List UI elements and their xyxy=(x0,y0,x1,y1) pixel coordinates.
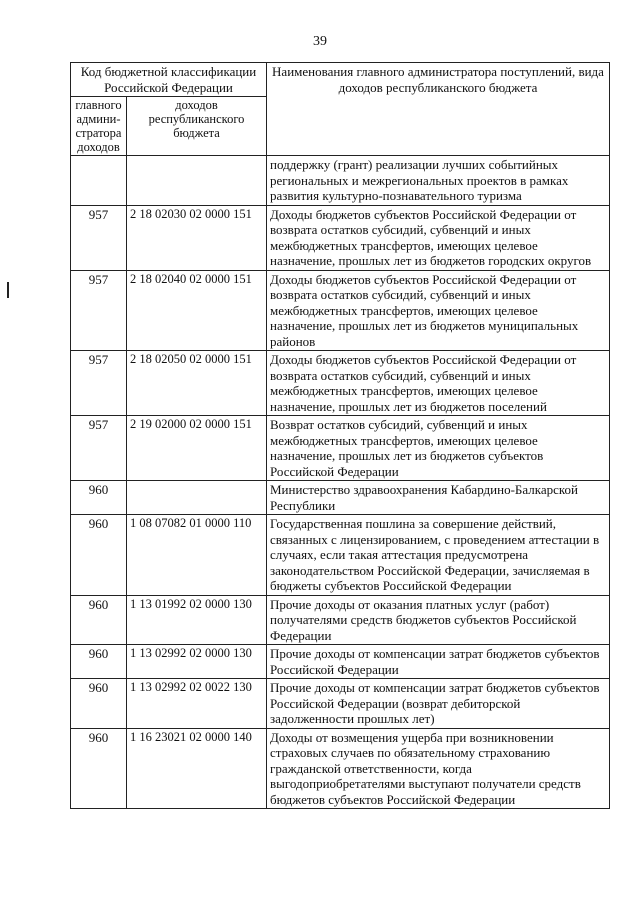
header-classification-code: Код бюджетной классификации Российской Федерации xyxy=(71,63,267,97)
admin-code-cell: 960 xyxy=(71,645,127,679)
header-income-code: доходов республиканского бюджета xyxy=(127,97,267,156)
table-header-row xyxy=(71,63,610,97)
income-code-cell xyxy=(127,481,267,515)
table-row xyxy=(71,595,610,645)
admin-code-cell: 960 xyxy=(71,728,127,809)
income-code-cell: 2 18 02040 02 0000 151 xyxy=(127,270,267,351)
income-code-cell: 2 18 02030 02 0000 151 xyxy=(127,205,267,270)
income-name-cell: Прочие доходы от компенсации затрат бюджетов субъектов Российской Федерации xyxy=(267,645,610,679)
admin-code-cell xyxy=(71,156,127,206)
income-code-cell: 1 13 02992 02 0022 130 xyxy=(127,679,267,729)
income-name-cell: Доходы бюджетов субъектов Российской Федерации от возврата остатков субсидий, субвенций и иных межбюджетных трансфертов, имеющих целевое назначение, прошлых лет из бюджетов поселений xyxy=(267,351,610,416)
margin-mark xyxy=(7,282,9,298)
income-name-cell: Прочие доходы от компенсации затрат бюджетов субъектов Российской Федерации (возврат дебиторской задолженности прошлых лет) xyxy=(267,679,610,729)
admin-code-cell: 957 xyxy=(71,416,127,481)
income-name-cell: Доходы от возмещения ущерба при возникновении страховых случаев по обязательному страхованию гражданской ответственности, когда выгодоприобретателями выступают получатели средств бюджетов субъектов Российской Федерации xyxy=(267,728,610,809)
income-code-cell xyxy=(127,156,267,206)
table-row xyxy=(71,728,610,809)
admin-code-cell: 957 xyxy=(71,205,127,270)
income-code-cell: 1 13 02992 02 0000 130 xyxy=(127,645,267,679)
admin-code-cell: 960 xyxy=(71,595,127,645)
header-admin: главного админи-стратора доходов xyxy=(71,97,127,156)
table-row xyxy=(71,205,610,270)
income-name-cell: Министерство здравоохранения Кабардино-Балкарской Республики xyxy=(267,481,610,515)
header-name: Наименования главного администратора поступлений, вида доходов республиканского бюджета xyxy=(267,63,610,156)
table-body xyxy=(71,156,610,809)
income-code-cell: 2 18 02050 02 0000 151 xyxy=(127,351,267,416)
admin-code-cell: 960 xyxy=(71,515,127,596)
income-name-cell: Государственная пошлина за совершение действий, связанных с лицензированием, с проведением аттестации в случаях, если такая аттестация предусмотрена законодательством Российской Федерации, зачисляемая в бюджеты субъектов Российской Федерации xyxy=(267,515,610,596)
table-row xyxy=(71,416,610,481)
income-code-cell: 1 08 07082 01 0000 110 xyxy=(127,515,267,596)
table-row xyxy=(71,515,610,596)
income-name-cell: Прочие доходы от оказания платных услуг (работ) получателями средств бюджетов субъектов Российской Федерации xyxy=(267,595,610,645)
table-row xyxy=(71,351,610,416)
admin-code-cell: 960 xyxy=(71,481,127,515)
budget-classification-table xyxy=(70,62,610,809)
table-row xyxy=(71,156,610,206)
income-name-cell: Доходы бюджетов субъектов Российской Федерации от возврата остатков субсидий, субвенций и иных межбюджетных трансфертов, имеющих целевое назначение, прошлых лет из бюджетов муниципальных районов xyxy=(267,270,610,351)
income-code-cell: 1 13 01992 02 0000 130 xyxy=(127,595,267,645)
table-row xyxy=(71,679,610,729)
page-number: 39 xyxy=(313,34,327,49)
table-row xyxy=(71,645,610,679)
income-code-cell: 1 16 23021 02 0000 140 xyxy=(127,728,267,809)
admin-code-cell: 960 xyxy=(71,679,127,729)
income-code-cell: 2 19 02000 02 0000 151 xyxy=(127,416,267,481)
admin-code-cell: 957 xyxy=(71,351,127,416)
table-row xyxy=(71,481,610,515)
income-name-cell: Доходы бюджетов субъектов Российской Федерации от возврата остатков субсидий, субвенций и иных межбюджетных трансфертов, имеющих целевое назначение, прошлых лет из бюджетов городских округов xyxy=(267,205,610,270)
admin-code-cell: 957 xyxy=(71,270,127,351)
income-name-cell: поддержку (грант) реализации лучших событийных региональных и межрегиональных проектов в рамках развития культурно-познавательного туризма xyxy=(267,156,610,206)
income-name-cell: Возврат остатков субсидий, субвенций и иных межбюджетных трансфертов, имеющих целевое назначение, прошлых лет из бюджетов субъектов Российской Федерации xyxy=(267,416,610,481)
table-row xyxy=(71,270,610,351)
